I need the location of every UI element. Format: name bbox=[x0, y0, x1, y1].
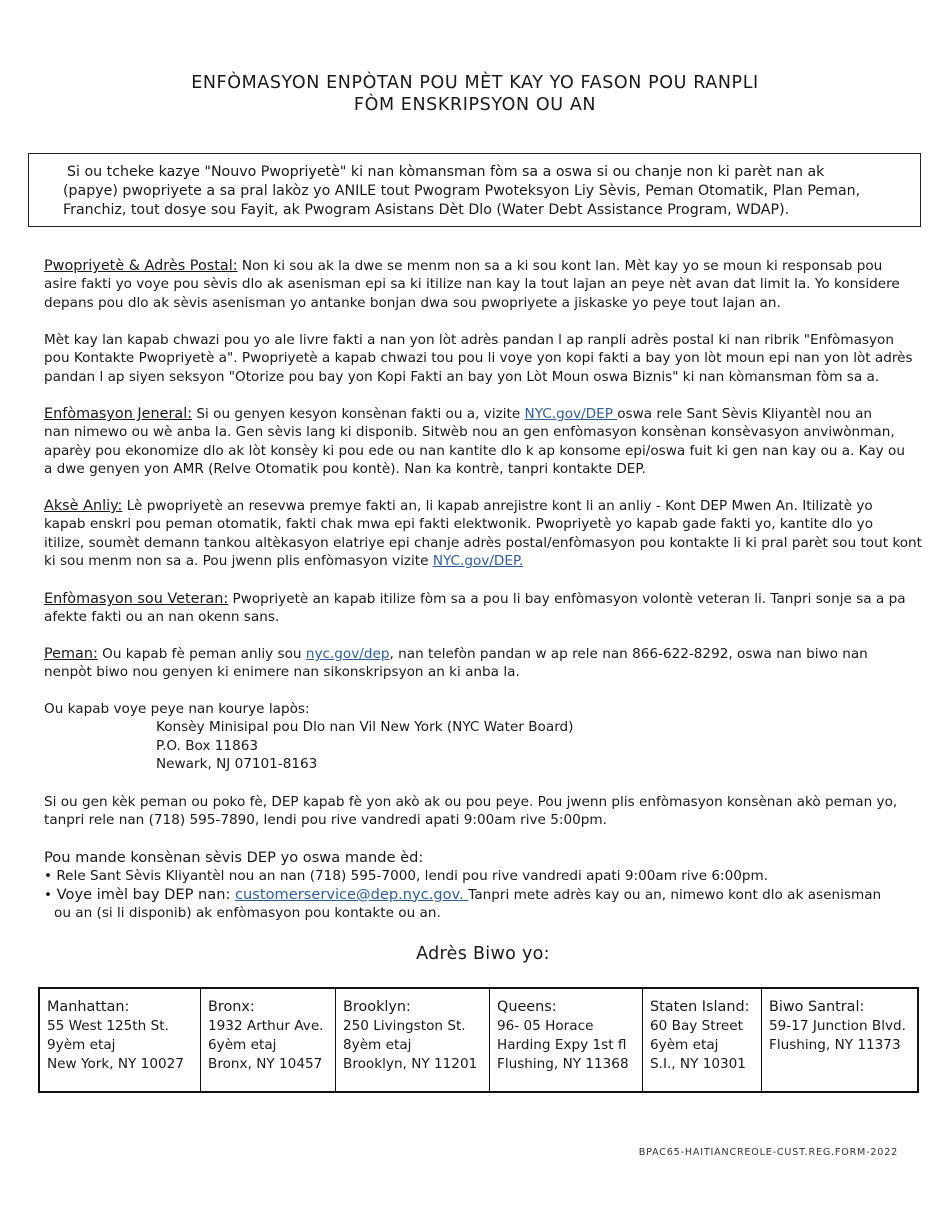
mail-intro: Ou kapab voye peye nan kourye lapòs: bbox=[44, 701, 310, 717]
bullet: • bbox=[44, 868, 53, 885]
office-line: New York, NY 10027 bbox=[47, 1056, 184, 1072]
nyc-dep-link[interactable]: NYC.gov/DEP bbox=[524, 406, 618, 422]
office-cell bbox=[490, 988, 643, 1092]
offices-title: Adrès Biwo yo: bbox=[416, 944, 550, 964]
veteran-label: Enfòmasyon sou Veteran: bbox=[44, 591, 229, 607]
office-line: 6yèm etaj bbox=[208, 1037, 277, 1053]
mail-address-line: Newark, NJ 07101-8163 bbox=[156, 756, 318, 773]
mail-payment-section bbox=[44, 700, 922, 774]
nyc-dep-link[interactable]: NYC.gov/DEP. bbox=[432, 553, 524, 570]
mail-address-line: P.O. Box 11863 bbox=[156, 737, 259, 754]
office-line: S.I., NY 10301 bbox=[650, 1056, 746, 1072]
service-email-text: ou an (si li disponib) ak enfòmasyon pou kontakte ou an. bbox=[54, 905, 441, 922]
property-section bbox=[44, 257, 922, 312]
bullet: • bbox=[44, 886, 53, 903]
service-bullet-phone bbox=[44, 867, 922, 885]
payment-text: nenpòt biwo nou genyen ki enimere nan sikonskripsyon an ki anba la. bbox=[44, 664, 520, 681]
office-line: Bronx, NY 10457 bbox=[208, 1056, 323, 1072]
general-text: Si ou genyen kesyon konsènan fakti ou a, vizite bbox=[192, 406, 525, 422]
property-label: Pwopriyetè & Adrès Postal: bbox=[44, 258, 238, 274]
office-cell bbox=[336, 988, 490, 1092]
office-line: 250 Livingston St. bbox=[343, 1018, 466, 1034]
office-line: 59-17 Junction Blvd. bbox=[769, 1018, 906, 1034]
form-code: BPAC65-HAITIANCREOLE-CUST.REG.FORM-2022 bbox=[638, 1147, 898, 1158]
office-name: Bronx: bbox=[208, 999, 255, 1015]
general-text: aparèy pou ekonomize dlo ak lòt konsèy ki pou ede ou nan kantite dlo k ap konsome epi/oswa fuit ki gen nan kay ou a. Kay ou bbox=[44, 442, 905, 459]
online-text: kapab enskri pou peman otomatik, fakti chak mwa epi fakti elektwonik. Pwopriyetè yo kapab gade fakti yo, kantite dlo yo bbox=[44, 516, 874, 533]
office-name: Brooklyn: bbox=[343, 999, 411, 1015]
office-name: Staten Island: bbox=[650, 999, 750, 1015]
mail-address-line: Konsèy Minisipal pou Dlo nan Vil New York (NYC Water Board) bbox=[156, 719, 574, 736]
service-email-text: Tanpri mete adrès kay ou an, nimewo kont dlo ak asenisman bbox=[468, 886, 882, 903]
property-text: pandan l ap siyen seksyon "Otorize pou bay yon Kopi Fakti an bay yon Lòt Moun oswa Biznis" ki nan kòmansman fòm sa a. bbox=[44, 368, 880, 385]
office-line: Flushing, NY 11368 bbox=[497, 1056, 629, 1072]
property-text: asire fakti yo voye pou sèvis dlo ak asenisman epi sa ki itilize nan kay la tout lajan an peye nèt avan dat limit la. Yo konsidere bbox=[44, 276, 900, 293]
office-line: 60 Bay Street bbox=[650, 1018, 743, 1034]
office-line: 6yèm etaj bbox=[650, 1037, 719, 1053]
office-line: Brooklyn, NY 11201 bbox=[343, 1056, 478, 1072]
service-email-text: Voye imèl bay DEP nan: bbox=[52, 885, 236, 903]
page-title bbox=[0, 72, 950, 116]
notice-line: Si ou tcheke kazye "Nouvo Pwopriyetè" ki nan kòmansman fòm sa a oswa si ou chanje non ki parèt nan ak bbox=[67, 164, 825, 180]
property-text: depans pou dlo ak sèvis asenisman yo antanke bonjan dwa sou pwopriyete a jiskaske yo peye tout lajan an. bbox=[44, 294, 781, 311]
payment-text: , nan telefòn pandan w ap rele nan 866-622-8292, oswa nan biwo nan bbox=[389, 646, 868, 662]
office-line: 1932 Arthur Ave. bbox=[208, 1018, 324, 1034]
title-line-2: FÒM ENSKRIPSYON OU AN bbox=[353, 95, 597, 115]
office-name: Biwo Santral: bbox=[769, 999, 865, 1015]
property-text: Mèt kay lan kapab chwazi pou yo ale livre fakti a nan yon lòt adrès pandan l ap ranpli adrès postal ki nan ribrik "Enfòmasyon bbox=[44, 332, 894, 348]
online-text: ki sou menm non sa a. Pou jwenn plis enfòmasyon vizite bbox=[44, 553, 433, 570]
office-line: Harding Expy 1st fl bbox=[497, 1037, 627, 1053]
office-name: Manhattan: bbox=[47, 999, 130, 1015]
nyc-dep-payment-link[interactable]: nyc.gov/dep bbox=[305, 646, 390, 662]
service-section bbox=[44, 849, 922, 923]
offices-table bbox=[38, 987, 919, 1093]
online-text: itilize, soumèt demann tankou altèkasyon elatriye epi chanje adrès postal/enfòmasyon pou kontakte li ki pral parèt sou tout kont bbox=[44, 534, 923, 551]
payment-label: Peman: bbox=[44, 646, 98, 662]
online-label: Aksè Anliy: bbox=[44, 498, 123, 514]
property-alt-address-section bbox=[44, 331, 922, 386]
payment-section bbox=[44, 645, 922, 682]
payment-agreement-section bbox=[44, 793, 922, 830]
service-heading: Pou mande konsènan sèvis DEP yo oswa mande èd: bbox=[44, 849, 424, 866]
office-line: 96- 05 Horace bbox=[497, 1018, 594, 1034]
property-text: pou Kontakte Pwopriyetè a". Pwopriyetè a kapab chwazi tou pou li voye yon kopi fakti a bay yon lòt moun epi nan yon lòt adrès bbox=[44, 350, 913, 367]
veteran-section bbox=[44, 590, 922, 627]
payment-agreement-text: Si ou gen kèk peman ou poko fè, DEP kapab fè yon akò ak ou pou peye. Pou jwenn plis enfòmasyon konsènan akò peman yo, bbox=[44, 794, 898, 810]
veteran-text: afekte fakti ou an nan okenn sans. bbox=[44, 609, 280, 626]
customer-service-email-link[interactable]: customerservice@dep.nyc.gov. bbox=[235, 885, 469, 903]
general-section bbox=[44, 405, 922, 479]
online-text: Lè pwopriyetè an resevwa premye fakti an, li kapab anrejistre kont li an anliy - Kont DEP Mwen An. Itilizatè yo bbox=[122, 498, 873, 514]
general-label: Enfòmasyon Jeneral: bbox=[44, 406, 193, 422]
office-cell bbox=[762, 988, 919, 1092]
notice-line: Franchiz, tout dosye sou Fayit, ak Pwogram Asistans Dèt Dlo (Water Debt Assistance Program, WDAP). bbox=[63, 202, 790, 218]
new-owner-notice bbox=[28, 153, 921, 227]
office-cell bbox=[643, 988, 762, 1092]
table-row bbox=[39, 988, 918, 1092]
office-line: 8yèm etaj bbox=[343, 1037, 412, 1053]
office-name: Queens: bbox=[497, 999, 557, 1015]
office-cell bbox=[201, 988, 336, 1092]
payment-agreement-text: tanpri rele nan (718) 595-7890, lendi pou rive vandredi apati 9:00am rive 5:00pm. bbox=[44, 812, 607, 829]
service-phone-text: Rele Sant Sèvis Kliyantèl nou an nan (718) 595-7000, lendi pou rive vandredi apati 9:00am rive 6:00pm. bbox=[52, 868, 769, 885]
payment-text: Ou kapab fè peman anliy sou bbox=[97, 646, 306, 662]
online-access-section bbox=[44, 497, 922, 571]
general-text: nan nimewo ou wè anba la. Gen sèvis lang ki disponib. Sitwèb nou an gen enfòmasyon konsènan konsèvasyon anviwònman, bbox=[44, 424, 895, 441]
office-line: 55 West 125th St. bbox=[47, 1018, 169, 1034]
service-bullet-email bbox=[44, 886, 922, 904]
property-text: Non ki sou ak la dwe se menm non sa a ki sou kont lan. Mèt kay yo se moun ki responsab pou bbox=[237, 258, 883, 274]
office-line: Flushing, NY 11373 bbox=[769, 1037, 901, 1053]
notice-line: (papye) pwopriyete a sa pral lakòz yo ANILE tout Pwogram Pwoteksyon Liy Sèvis, Peman Otomatik, Plan Peman, bbox=[63, 183, 861, 199]
veteran-text: Pwopriyetè an kapab itilize fòm sa a pou li bay enfòmasyon volontè veteran li. Tanpri sonje sa a pa bbox=[228, 591, 906, 607]
office-line: 9yèm etaj bbox=[47, 1037, 116, 1053]
general-text: a dwe genyen yon AMR (Relve Otomatik pou kontè). Nan ka kontrè, tanpri kontakte DEP. bbox=[44, 461, 646, 478]
general-text: oswa rele Sant Sèvis Kliyantèl nou an bbox=[617, 406, 873, 422]
office-cell bbox=[39, 988, 201, 1092]
title-line-1: ENFÒMASYON ENPÒTAN POU MÈT KAY YO FASON POU RANPLI bbox=[191, 73, 759, 93]
